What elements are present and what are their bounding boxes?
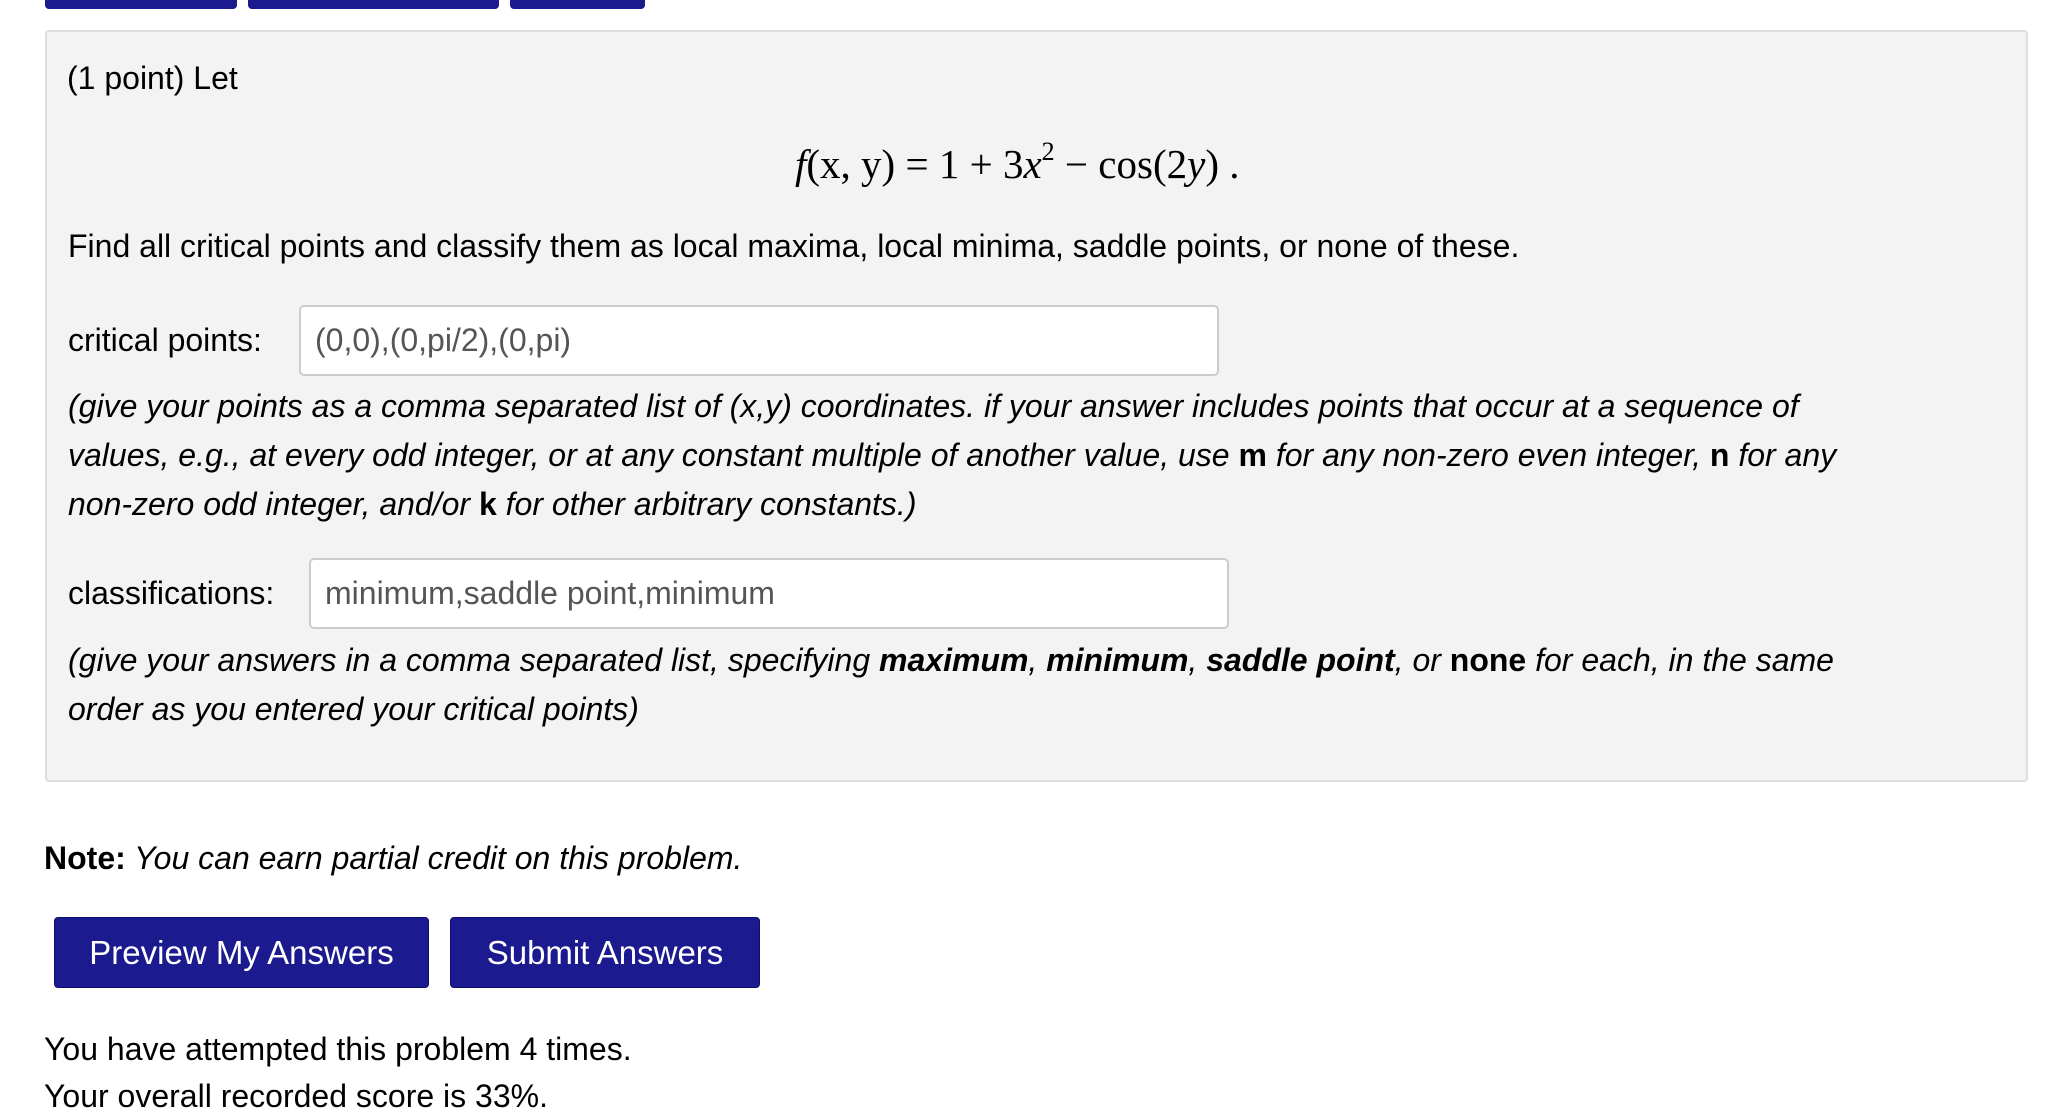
submit-answers-button[interactable]: Submit Answers [450,917,760,988]
problem-formula: f(x, $y) = 1 + 3x^2 - \cos(2y)$ . [795,137,1240,187]
score-status: Your overall recorded score is 33%. [44,1078,548,1114]
classifications-label: classifications: [68,575,275,611]
nav-button-3[interactable] [510,0,645,9]
classifications-input[interactable] [309,558,1229,629]
critical-points-hint: (give your points as a comma separated list of (x,y) coordinates. if your answer includes points that occur at a sequence of values, e.g., at every odd integer, or at any constant multiple of another value, use m for any non-zero even integer, n for any non-zero odd integer, and/or k for other arbitrary constants.) [68,388,1837,522]
attempts-status: You have attempted this problem 4 times. [44,1031,632,1067]
problem-box [45,30,2028,782]
nav-button-2[interactable] [248,0,499,9]
critical-points-label: critical points: [68,322,262,358]
classifications-hint: (give your answers in a comma separated list, specifying maximum, minimum, saddle point, or none for each, in the same order as you entered your critical points) [68,642,1834,727]
critical-points-input[interactable] [299,305,1219,376]
problem-instruction: Find all critical points and classify them as local maxima, local minima, saddle points, or none of these. [68,228,1520,264]
nav-button-1[interactable] [45,0,237,9]
partial-credit-note: Note: You can earn partial credit on this problem. [44,840,743,876]
problem-points-label: (1 point) Let [67,60,238,96]
preview-answers-button[interactable]: Preview My Answers [54,917,429,988]
